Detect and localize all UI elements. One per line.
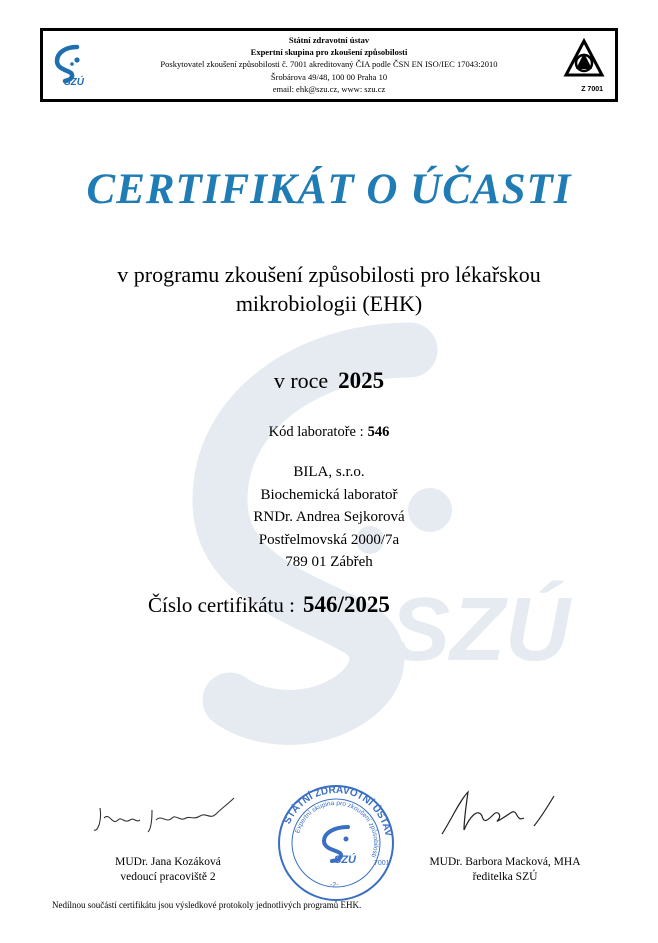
lab-code-value: 546 (367, 424, 390, 440)
lab-address (0, 461, 658, 574)
address-line-4: Postřelmovská 2000/7a (258, 531, 400, 548)
year-value: 2025 (338, 368, 385, 393)
header-group: Expertní skupina pro zkoušení způsobilosti (250, 47, 408, 58)
certificate-number-label: Číslo certifikátu : (148, 593, 295, 617)
header-address: Šrobárova 49/48, 100 00 Praha 10 (270, 71, 388, 82)
year-line (0, 368, 658, 394)
certificate-title: CERTIFIKÁT O ÚČASTI (86, 166, 572, 213)
header-contact: email: ehk@szu.cz, www: szu.cz (272, 83, 386, 94)
address-line-2: Biochemická laboratoř (260, 486, 398, 503)
stamp-number: -2- (330, 882, 339, 889)
signatory-left (78, 855, 258, 885)
accreditation-code: Z 7001 (581, 86, 603, 93)
header-box (40, 28, 618, 102)
signatory-left-role: vedoucí pracoviště 2 (120, 871, 216, 883)
signature-right (438, 786, 558, 841)
signatory-right (410, 855, 600, 885)
certificate-number (148, 592, 390, 618)
stamp-inner-text: Expertní skupina pro zkoušení způsobilosti (294, 799, 380, 859)
header-accreditation: Poskytovatel zkoušení způsobilosti č. 7001 akreditovaný ČIA podle ČSN EN ISO/IEC 17043:2010 (160, 59, 498, 70)
address-line-5: 789 01 Zábřeh (285, 554, 373, 570)
signatory-right-name: MUDr. Barbora Macková, MHA (429, 856, 581, 868)
stamp-logo-text: SZÚ (334, 854, 356, 866)
year-label: v roce (273, 368, 329, 393)
program-line-1: v programu zkoušení způsobilosti pro lékařskou (117, 262, 541, 287)
official-stamp (276, 783, 396, 903)
lab-code (0, 424, 658, 441)
program-line-2: mikrobiologii (EHK) (235, 291, 423, 316)
program-description (0, 260, 658, 318)
signatory-left-name: MUDr. Jana Kozáková (115, 856, 221, 868)
signature-left (90, 790, 250, 840)
header-institution: Státní zdravotní ústav (288, 35, 370, 45)
signatory-right-role: ředitelka SZÚ (472, 871, 538, 883)
lab-code-label: Kód laboratoře : (268, 424, 364, 440)
header-text (43, 34, 615, 95)
footer-note: Nedílnou součástí certifikátu jsou výsledkové protokoly jednotlivých programů EHK. (52, 900, 362, 910)
header-logo-text: SZÚ (64, 77, 84, 88)
address-line-1: BILA, s.r.o. (293, 464, 365, 480)
address-line-3: RNDr. Andrea Sejkorová (253, 509, 405, 525)
watermark-logo-text: SZÚ (390, 580, 570, 680)
stamp-outer-text: STÁTNÍ ZDRAVOTNÍ ÚSTAV (282, 784, 394, 838)
certificate-number-value: 546/2025 (302, 592, 390, 617)
stamp-code: 7001 (374, 860, 390, 867)
